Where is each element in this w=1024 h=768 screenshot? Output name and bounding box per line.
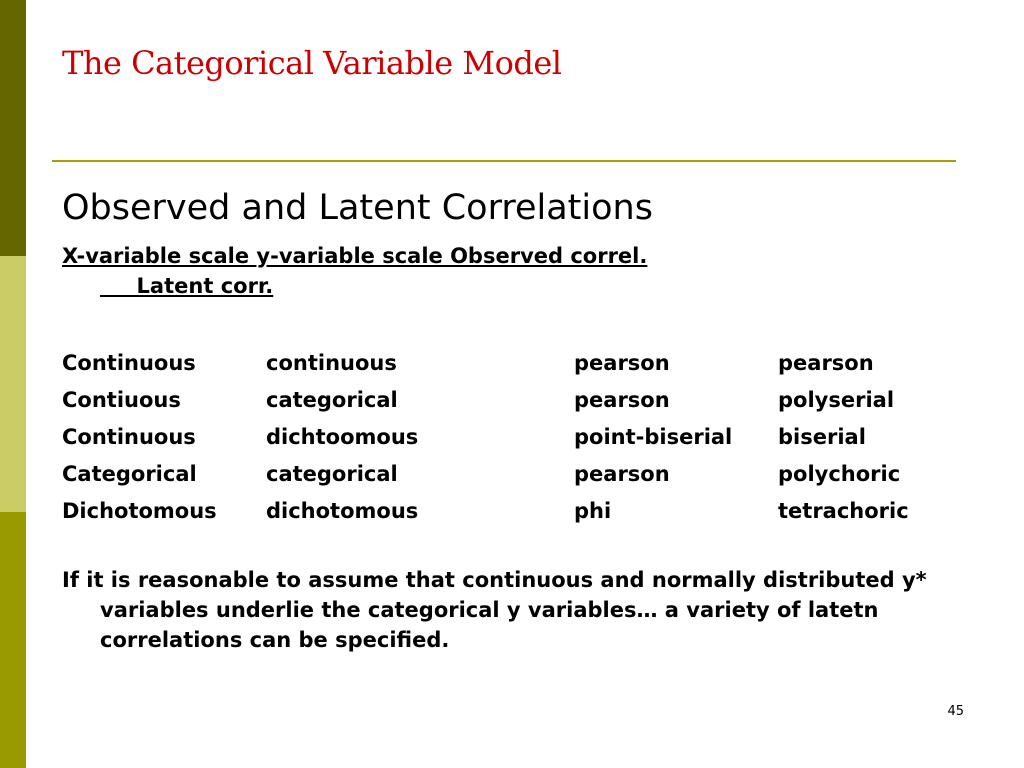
table-row xyxy=(62,344,958,381)
y-scale-cell: categorical xyxy=(266,387,398,412)
column-header-line2: Latent corr. xyxy=(100,274,274,298)
table-row xyxy=(62,418,958,455)
side-bar-bottom xyxy=(0,512,26,768)
slide-title: The Categorical Variable Model xyxy=(62,44,562,82)
latent-corr-cell: polychoric xyxy=(778,461,901,486)
table-row xyxy=(62,455,958,492)
column-header-line1: X-variable scale y-variable scale Observed correl. xyxy=(62,244,648,268)
y-scale-cell: dichotomous xyxy=(266,498,419,523)
observed-corr-cell: pearson xyxy=(574,461,670,486)
correlation-table xyxy=(62,344,958,529)
x-scale-cell: Dichotomous xyxy=(62,498,217,523)
y-scale-cell: continuous xyxy=(266,350,397,375)
side-bar-top xyxy=(0,0,26,256)
x-scale-cell: Continuous xyxy=(62,424,196,449)
x-scale-cell: Categorical xyxy=(62,461,197,486)
column-header xyxy=(62,241,822,301)
x-scale-cell: Contiuous xyxy=(62,387,181,412)
note-paragraph: If it is reasonable to assume that continuous and normally distributed y* variables underlie the categorical y variables… a variety of latetn correlations can be specified. xyxy=(62,568,927,652)
latent-corr-cell: pearson xyxy=(778,350,874,375)
section-heading: Observed and Latent Correlations xyxy=(62,188,653,228)
observed-corr-cell: pearson xyxy=(574,350,670,375)
side-bar-middle xyxy=(0,256,26,512)
observed-corr-cell: phi xyxy=(574,498,612,523)
table-row xyxy=(62,492,958,529)
latent-corr-cell: tetrachoric xyxy=(778,498,909,523)
observed-corr-cell: point-biserial xyxy=(574,424,733,449)
y-scale-cell: categorical xyxy=(266,461,398,486)
observed-corr-cell: pearson xyxy=(574,387,670,412)
title-divider xyxy=(52,160,956,162)
x-scale-cell: Continuous xyxy=(62,350,196,375)
table-row xyxy=(62,381,958,418)
y-scale-cell: dichtoomous xyxy=(266,424,419,449)
latent-corr-cell: biserial xyxy=(778,424,866,449)
latent-corr-cell: polyserial xyxy=(778,387,895,412)
page-number: 45 xyxy=(947,704,964,719)
